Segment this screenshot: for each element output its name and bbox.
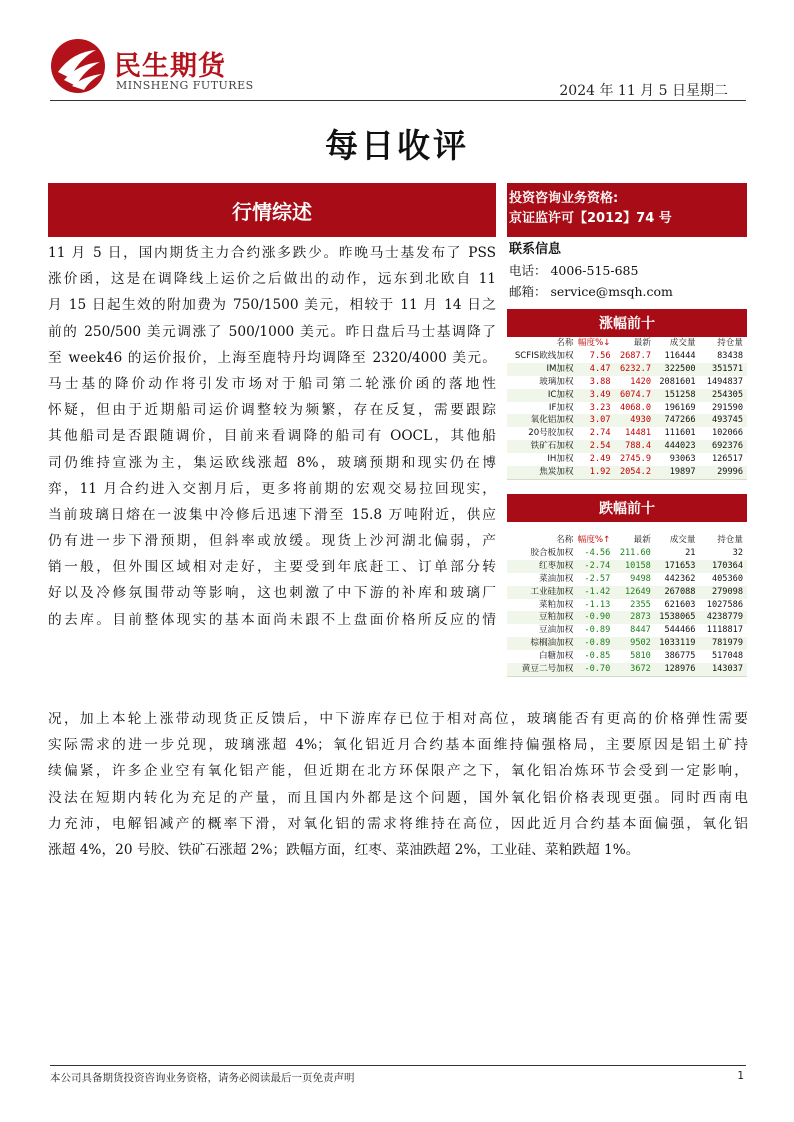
table-cell: 1027586 xyxy=(695,599,747,612)
table-cell: -1.13 xyxy=(576,599,610,612)
table-cell: 9502 xyxy=(610,637,651,650)
text-line: 马士基的降价动作将引发市场对于船司第二轮涨价函的落地性 xyxy=(48,375,496,392)
table-row xyxy=(507,650,747,663)
header-divider xyxy=(50,100,746,101)
table-cell: 3.23 xyxy=(577,402,611,415)
table-cell: 豆粕加权 xyxy=(507,611,576,624)
brand-name-cn: 民生期货 xyxy=(114,51,226,82)
top-gainers-table xyxy=(507,337,747,480)
text-line: 实际需求的进一步兑现，玻璃涨超 4%；氧化铝近月合约基本面维持偏强格局，主要原因是铝土矿持 xyxy=(48,737,748,754)
table-cell: 143037 xyxy=(695,663,747,676)
table-cell: 工业硅加权 xyxy=(507,586,576,599)
table-cell: 2054.2 xyxy=(611,466,652,479)
table-cell: -1.42 xyxy=(576,586,610,599)
table-cell: 4.47 xyxy=(577,363,611,376)
contact-email: 邮箱： service@msqh.com xyxy=(509,284,673,299)
table-cell: IC加权 xyxy=(507,389,577,402)
table-row xyxy=(507,440,747,453)
table-cell: 196169 xyxy=(651,402,696,415)
table-cell: 102066 xyxy=(696,427,747,440)
table-cell: 3672 xyxy=(610,663,651,676)
section-banner xyxy=(48,183,496,237)
table-cell: IF加权 xyxy=(507,402,577,415)
table-cell: 9498 xyxy=(610,573,651,586)
market-summary-text-wide xyxy=(48,706,748,863)
page-number: 1 xyxy=(737,1070,744,1082)
table-cell: 111601 xyxy=(651,427,696,440)
table-cell: 781979 xyxy=(695,637,747,650)
table-cell: 170364 xyxy=(695,560,747,573)
column-header: 名称 xyxy=(507,337,577,350)
text-line: 好以及冷修氛围带动等影响，这也刺激了中下游的补库和玻璃厂 xyxy=(48,585,496,602)
table-cell: 豆油加权 xyxy=(507,624,576,637)
table-cell: 铁矿石加权 xyxy=(507,440,577,453)
text-line: 怀疑，但由于近期船司运价调整较为频繁，存在反复，需要跟踪 xyxy=(48,402,496,419)
text-line: 司仍维持宣涨为主，集运欧线涨超 8%，玻璃预期和现实仍在博 xyxy=(48,454,496,471)
table-cell: 7.56 xyxy=(577,350,611,363)
table-cell: 692376 xyxy=(696,440,747,453)
table-cell: 菜粕加权 xyxy=(507,599,576,612)
table-cell: 544466 xyxy=(651,624,696,637)
report-date: 2024 年 11 月 5 日星期二 xyxy=(559,83,728,99)
table-cell: 1494837 xyxy=(696,376,747,389)
table-cell: -4.56 xyxy=(576,547,610,560)
top-losers-header xyxy=(507,494,747,522)
column-header: 幅度%↓ xyxy=(577,338,611,348)
table-cell: IM加权 xyxy=(507,363,577,376)
text-line: 涨价函，这是在调降线上运价之后做出的动作，远东到北欧自 11 xyxy=(48,271,496,288)
table-cell: 322500 xyxy=(651,363,696,376)
text-line: 当前玻璃日熔在一波集中冷修后迅速下滑至 15.8 万吨附近，供应 xyxy=(48,506,496,523)
table-cell: 4238779 xyxy=(695,611,747,624)
table-cell: 2873 xyxy=(610,611,651,624)
table-cell: -0.90 xyxy=(576,611,610,624)
qualification-line-1: 投资咨询业务资格: xyxy=(509,191,619,206)
table-cell: 2.74 xyxy=(577,427,611,440)
table-cell: 10158 xyxy=(610,560,651,573)
table-row xyxy=(507,560,747,573)
table-cell: 444023 xyxy=(651,440,696,453)
table-row xyxy=(507,586,747,599)
table-cell: 1118817 xyxy=(695,624,747,637)
text-line: 涨超 4%，20 号胶、铁矿石涨超 2%；跌幅方面，红枣、菜油跌超 2%，工业硅、菜粕跌超 1%。 xyxy=(48,841,640,858)
table-cell: 2687.7 xyxy=(611,350,652,363)
contact-phone: 电话： 4006-515-685 xyxy=(509,263,639,278)
text-line: 仍有进一步下滑预期，但斜率或放缓。现货上沙河湖北偏弱，产 xyxy=(48,533,496,550)
table-cell: 405360 xyxy=(695,573,747,586)
table-cell: 2745.9 xyxy=(611,453,652,466)
top-gainers-header xyxy=(507,309,747,337)
table-header-row xyxy=(507,337,747,350)
top-gainers-title: 涨幅前十 xyxy=(599,316,655,332)
table-cell: -0.89 xyxy=(576,637,610,650)
page-title: 每日收评 xyxy=(325,126,469,165)
table-cell: 151258 xyxy=(651,389,696,402)
section-title: 行情综述 xyxy=(232,199,312,224)
table-cell: 93063 xyxy=(651,453,696,466)
text-line: 续偏紧，许多企业空有氧化铝产能，但近期在北方环保限产之下，氧化铝冶炼环节会受到一定影响， xyxy=(48,763,748,780)
table-row xyxy=(507,547,747,560)
table-row xyxy=(507,453,747,466)
table-cell: -2.74 xyxy=(576,560,610,573)
table-row xyxy=(507,376,747,389)
table-cell: 29996 xyxy=(696,466,747,479)
table-cell: 焦炭加权 xyxy=(507,466,577,479)
table-cell: 3.07 xyxy=(577,414,611,427)
table-header-row xyxy=(507,534,747,547)
table-cell: 116444 xyxy=(651,350,696,363)
table-cell: 8447 xyxy=(610,624,651,637)
contact-title: 联系信息 xyxy=(509,242,562,257)
table-cell: 20号胶加权 xyxy=(507,427,577,440)
table-cell: 棕榈油加权 xyxy=(507,637,576,650)
table-row xyxy=(507,573,747,586)
table-cell: 12649 xyxy=(610,586,651,599)
table-cell: 6074.7 xyxy=(611,389,652,402)
table-cell: 267088 xyxy=(651,586,696,599)
text-line: 月 15 日起生效的附加费为 750/1500 美元，相较于 11 月 14 日之 xyxy=(48,297,496,314)
table-cell: 1420 xyxy=(611,376,652,389)
table-cell: 788.4 xyxy=(611,440,652,453)
column-header: 名称 xyxy=(507,534,576,547)
table-cell: 291590 xyxy=(696,402,747,415)
table-cell: 747266 xyxy=(651,414,696,427)
table-cell: SCFIS欧线加权 xyxy=(507,350,577,363)
table-cell: 442362 xyxy=(651,573,696,586)
table-cell: 254305 xyxy=(696,389,747,402)
brand-name-en: MINSHENG FUTURES xyxy=(116,79,254,92)
text-line: 弈，11 月合约进入交割月后，更多将前期的宏观交易拉回现实， xyxy=(48,480,496,497)
table-cell: -0.89 xyxy=(576,624,610,637)
table-cell: 2.49 xyxy=(577,453,611,466)
table-cell: 14481 xyxy=(611,427,652,440)
column-header: 最新 xyxy=(610,534,651,547)
table-row xyxy=(507,624,747,637)
table-cell: 1.92 xyxy=(577,466,611,479)
table-cell: 21 xyxy=(651,547,696,560)
column-header: 最新 xyxy=(611,337,652,350)
text-line: 况，加上本轮上涨带动现货正反馈后，中下游库存已位于相对高位，玻璃能否有更高的价格弹性需要 xyxy=(48,711,748,727)
table-row xyxy=(507,414,747,427)
top-losers-title: 跌幅前十 xyxy=(599,501,655,517)
table-cell: 红枣加权 xyxy=(507,560,576,573)
table-row xyxy=(507,466,747,479)
table-cell: -0.85 xyxy=(576,650,610,663)
table-cell: 1538065 xyxy=(651,611,696,624)
column-header: 持仓量 xyxy=(696,337,747,350)
table-cell: 4068.0 xyxy=(611,402,652,415)
text-line: 力充沛，电解铝减产的概率下滑，对氧化铝的需求将维持在高位，因此近月合约基本面偏强，氧化铝 xyxy=(48,815,748,832)
table-cell: 白糖加权 xyxy=(507,650,576,663)
footer-divider xyxy=(50,1065,746,1066)
table-row xyxy=(507,350,747,363)
table-row xyxy=(507,402,747,415)
market-summary-text-narrow xyxy=(48,240,496,633)
table-cell: 6232.7 xyxy=(611,363,652,376)
text-line: 的去库。目前整体现实的基本面尚未跟不上盘面价格所反应的情 xyxy=(48,611,496,628)
text-line: 没法在短期内转化为充足的产量，而且国内外都是这个问题，国外氧化铝价格表现更强。同时西南电 xyxy=(48,789,748,806)
table-cell: 493745 xyxy=(696,414,747,427)
table-cell: 279098 xyxy=(695,586,747,599)
table-cell: -2.57 xyxy=(576,573,610,586)
table-cell: 126517 xyxy=(696,453,747,466)
column-header: 幅度%↑ xyxy=(577,535,611,545)
table-cell: 211.60 xyxy=(610,547,651,560)
table-row xyxy=(507,599,747,612)
table-cell: 386775 xyxy=(651,650,696,663)
table-cell: 5810 xyxy=(610,650,651,663)
table-cell: 3.88 xyxy=(577,376,611,389)
table-row xyxy=(507,611,747,624)
table-row xyxy=(507,663,747,676)
table-cell: 氧化铝加权 xyxy=(507,414,577,427)
text-line: 销一般，但外围区域相对走好，主要受到年底赶工、订单部分转 xyxy=(48,559,496,576)
table-cell: 621603 xyxy=(651,599,696,612)
table-cell: 83438 xyxy=(696,350,747,363)
minsheng-logo-icon xyxy=(50,38,106,94)
table-cell: 4930 xyxy=(611,414,652,427)
text-line: 前的 250/500 美元调涨了 500/1000 美元。昨日盘后马士基调降了 xyxy=(48,323,496,340)
column-header: 成交量 xyxy=(651,534,696,547)
table-cell: 19897 xyxy=(651,466,696,479)
footer-disclaimer: 本公司具备期货投资咨询业务资格，请务必阅读最后一页免责声明 xyxy=(50,1072,355,1084)
text-line: 至 week46 的运价报价，上海至鹿特丹均调降至 2320/4000 美元。 xyxy=(48,349,496,366)
table-cell: 3.49 xyxy=(577,389,611,402)
text-line: 其他船司是否跟随调价，目前来看调降的船司有 OOCL，其他船 xyxy=(48,428,496,445)
table-cell: 128976 xyxy=(651,663,696,676)
table-cell: IH加权 xyxy=(507,453,577,466)
table-cell: -0.70 xyxy=(576,663,610,676)
table-row xyxy=(507,637,747,650)
qualification-box xyxy=(507,183,747,237)
table-cell: 351571 xyxy=(696,363,747,376)
table-cell: 胶合板加权 xyxy=(507,547,576,560)
table-cell: 517048 xyxy=(695,650,747,663)
table-row xyxy=(507,389,747,402)
table-cell: 黄豆二号加权 xyxy=(507,663,576,676)
table-cell: 2081601 xyxy=(651,376,696,389)
table-cell: 171653 xyxy=(651,560,696,573)
qualification-line-2: 京证监许可【2012】74 号 xyxy=(509,211,672,226)
table-cell: 32 xyxy=(695,547,747,560)
table-cell: 玻璃加权 xyxy=(507,376,577,389)
top-losers-table xyxy=(507,534,747,677)
table-row xyxy=(507,363,747,376)
table-cell: 2355 xyxy=(610,599,651,612)
table-cell: 菜油加权 xyxy=(507,573,576,586)
column-header: 持仓量 xyxy=(695,534,747,547)
table-cell: 1033119 xyxy=(651,637,696,650)
table-row xyxy=(507,427,747,440)
table-cell: 2.54 xyxy=(577,440,611,453)
column-header: 成交量 xyxy=(651,337,696,350)
text-line: 11 月 5 日，国内期货主力合约涨多跌少。昨晚马士基发布了 PSS xyxy=(48,245,496,261)
